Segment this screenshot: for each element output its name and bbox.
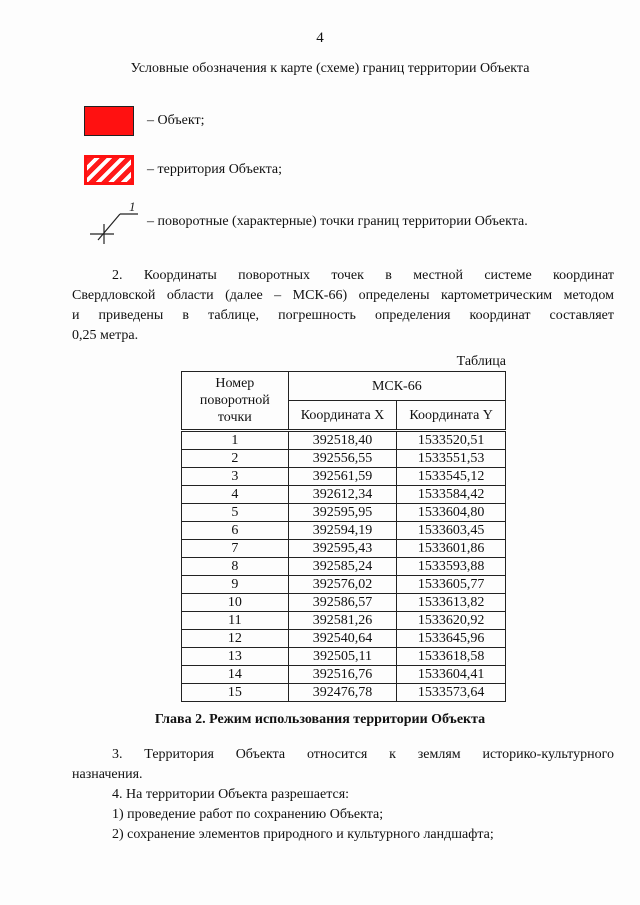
coordinate-x-cell: 392612,34 — [288, 486, 397, 504]
point-number-cell: 2 — [182, 450, 289, 468]
coordinate-y-cell: 1533601,86 — [397, 540, 506, 558]
header-coordinate-y: Координата Y — [397, 401, 506, 431]
legend-label-turning-point: – поворотные (характерные) точки границ территории Объекта. — [147, 214, 528, 229]
table-row — [182, 684, 506, 702]
point-number-cell: 14 — [182, 666, 289, 684]
paragraph-3 — [72, 745, 614, 785]
paragraph-4-line: 4. На территории Объекта разрешается: — [112, 787, 350, 802]
coordinate-x-cell: 392516,76 — [288, 666, 397, 684]
paragraph-4 — [72, 785, 614, 845]
coordinate-x-cell: 392561,59 — [288, 468, 397, 486]
turning-point-symbol-icon — [88, 198, 142, 244]
table-row — [182, 431, 506, 450]
coordinate-y-cell: 1533604,80 — [397, 504, 506, 522]
coordinate-y-cell: 1533645,96 — [397, 630, 506, 648]
coordinate-y-cell: 1533593,88 — [397, 558, 506, 576]
table-row — [182, 594, 506, 612]
table-row — [182, 630, 506, 648]
point-number-cell: 1 — [182, 431, 289, 450]
paragraph-2-line-3: и приведены в таблице, погрешность определения координат составляет — [72, 308, 614, 323]
coordinate-x-cell: 392518,40 — [288, 431, 397, 450]
coordinates-table — [181, 371, 506, 702]
coordinate-x-cell: 392540,64 — [288, 630, 397, 648]
point-number-cell: 6 — [182, 522, 289, 540]
paragraph-2 — [72, 266, 614, 346]
table-row — [182, 522, 506, 540]
paragraph-3-line-1: 3. Территория Объекта относится к землям историко-культурного — [112, 747, 614, 762]
point-number-cell: 3 — [182, 468, 289, 486]
coordinate-y-cell: 1533545,12 — [397, 468, 506, 486]
paragraph-2-line-2: Свердловской области (далее – МСК-66) определены картометрическим методом — [72, 288, 614, 303]
legend-title: Условные обозначения к карте (схеме) границ территории Объекта — [130, 61, 530, 76]
point-number-cell: 4 — [182, 486, 289, 504]
object-swatch — [84, 106, 134, 136]
coordinate-x-cell: 392556,55 — [288, 450, 397, 468]
table-row — [182, 504, 506, 522]
coordinate-x-cell: 392586,57 — [288, 594, 397, 612]
point-number-cell: 12 — [182, 630, 289, 648]
table-caption: Таблица — [456, 354, 506, 369]
table-row — [182, 612, 506, 630]
list-item-1: 1) проведение работ по сохранению Объекта; — [112, 807, 384, 822]
point-number-cell: 9 — [182, 576, 289, 594]
coordinate-x-cell: 392576,02 — [288, 576, 397, 594]
legend-label-territory: – территория Объекта; — [147, 162, 283, 177]
coordinate-x-cell: 392595,95 — [288, 504, 397, 522]
point-number-cell: 15 — [182, 684, 289, 702]
list-item-2: 2) сохранение элементов природного и культурного ландшафта; — [112, 827, 494, 842]
chapter-title: Глава 2. Режим использования территории Объекта — [154, 712, 486, 727]
coordinate-y-cell: 1533605,77 — [397, 576, 506, 594]
coordinate-x-cell: 392585,24 — [288, 558, 397, 576]
coordinate-x-cell: 392581,26 — [288, 612, 397, 630]
territory-hatch-swatch — [84, 155, 134, 185]
legend-label-object: – Объект; — [147, 113, 205, 128]
coordinate-y-cell: 1533613,82 — [397, 594, 506, 612]
point-number-cell: 5 — [182, 504, 289, 522]
coordinate-y-cell: 1533604,41 — [397, 666, 506, 684]
table-row — [182, 666, 506, 684]
coordinate-y-cell: 1533520,51 — [397, 431, 506, 450]
coordinate-y-cell: 1533618,58 — [397, 648, 506, 666]
coordinates-table-body — [182, 431, 506, 702]
table-row — [182, 558, 506, 576]
coordinate-x-cell: 392505,11 — [288, 648, 397, 666]
paragraph-2-line-4: 0,25 метра. — [72, 328, 139, 343]
coordinate-y-cell: 1533620,92 — [397, 612, 506, 630]
coordinate-x-cell: 392594,19 — [288, 522, 397, 540]
header-coordinate-x: Координата X — [288, 401, 397, 431]
coordinate-y-cell: 1533551,53 — [397, 450, 506, 468]
coordinate-x-cell: 392476,78 — [288, 684, 397, 702]
table-row — [182, 576, 506, 594]
table-row — [182, 486, 506, 504]
page-number: 4 — [316, 30, 324, 46]
point-number-cell: 7 — [182, 540, 289, 558]
coordinate-y-cell: 1533573,64 — [397, 684, 506, 702]
coordinate-y-cell: 1533603,45 — [397, 522, 506, 540]
table-row — [182, 468, 506, 486]
coordinate-x-cell: 392595,43 — [288, 540, 397, 558]
point-number-cell: 8 — [182, 558, 289, 576]
point-number-cell: 10 — [182, 594, 289, 612]
paragraph-3-line-2: назначения. — [72, 767, 143, 782]
point-number-cell: 11 — [182, 612, 289, 630]
table-row — [182, 450, 506, 468]
header-point-number: Номер поворотной точки — [182, 372, 289, 431]
table-row — [182, 648, 506, 666]
paragraph-2-line-1: 2. Координаты поворотных точек в местной системе координат — [112, 268, 614, 283]
header-coordinate-system: МСК-66 — [288, 372, 505, 401]
point-number-cell: 13 — [182, 648, 289, 666]
turning-point-number: 1 — [129, 199, 136, 214]
table-row — [182, 540, 506, 558]
coordinate-y-cell: 1533584,42 — [397, 486, 506, 504]
